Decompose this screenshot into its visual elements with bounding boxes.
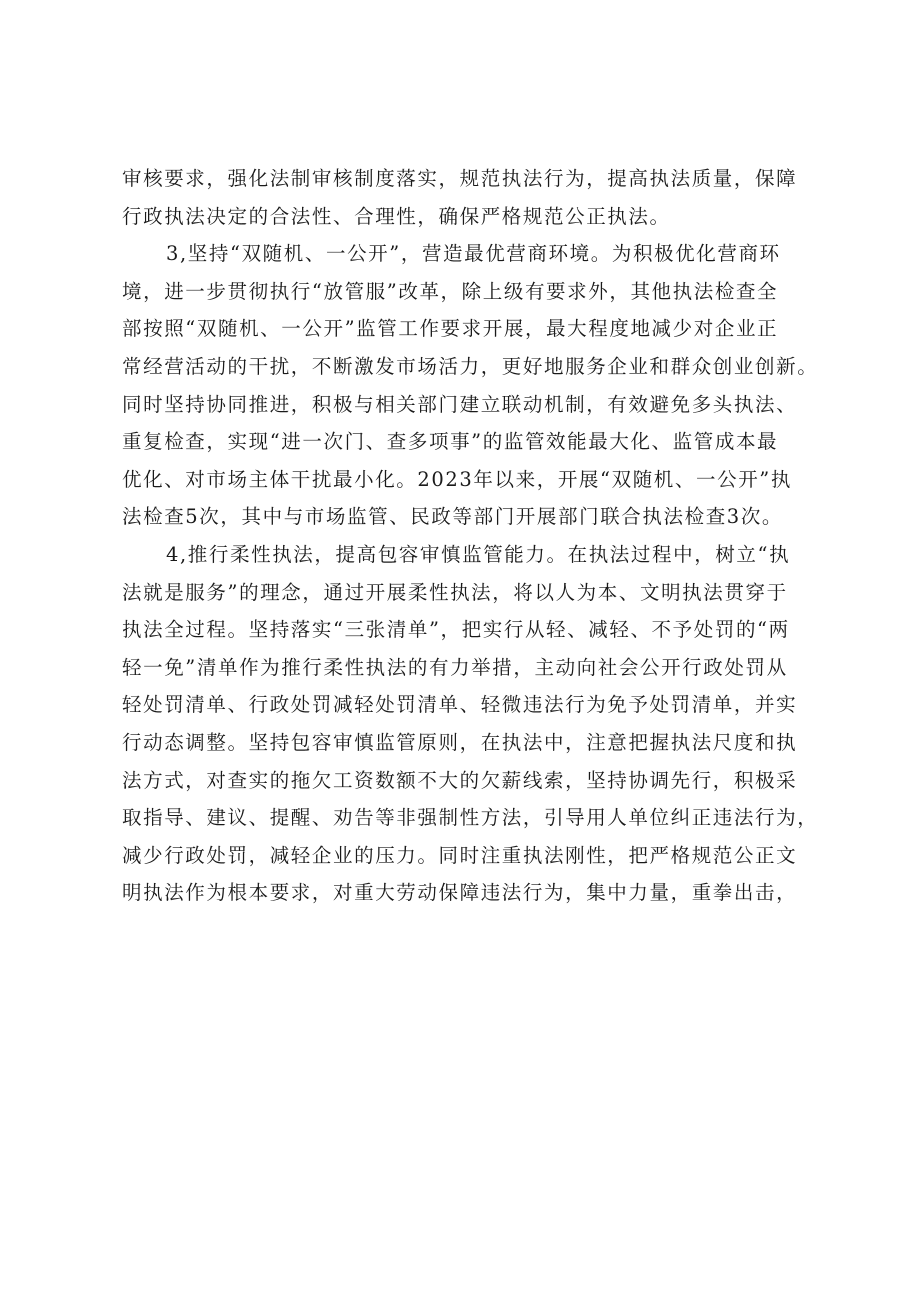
- text-line: 法就是服务”的理念，通过开展柔性执法，将以人为本、文明执法贯穿于: [122, 580, 788, 604]
- text-line: 取指导、建议、提醒、劝告等非强制性方法，引导用人单位纠正违法行为，: [122, 806, 819, 830]
- text-line: 法方式，对查实的拖欠工资数额不大的欠薪线索，坚持协调先行，积极采: [122, 768, 798, 792]
- text-line: 常经营活动的干扰，不断激发市场活力，更好地服务企业和群众创业创新。: [122, 354, 819, 378]
- paragraph-first-line: 4,推行柔性执法，提高包容审慎监管能力。在执法过程中，树立“执: [166, 542, 791, 566]
- text-line: 重复检查，实现“进一次门、查多项事”的监管效能最大化、监管成本最: [122, 430, 779, 454]
- text-line: 轻处罚清单、行政处罚减轻处罚清单、轻微违法行为免予处罚清单，并实: [122, 693, 798, 717]
- document-body: [122, 160, 832, 912]
- text-line: 行政执法决定的合法性、合理性，确保严格规范公正执法。: [122, 204, 671, 228]
- text-line: 法检查5次，其中与市场监管、民政等部门开展部门联合执法检查3次。: [122, 505, 784, 529]
- text-line: 减少行政处罚，减轻企业的压力。同时注重执法刚性，把严格规范公正文: [122, 843, 798, 867]
- text-line: 明执法作为根本要求，对重大劳动保障违法行为，集中力量，重拳出击，: [122, 881, 798, 905]
- text-line: 行动态调整。坚持包容审慎监管原则，在执法中，注意把握执法尺度和执: [122, 730, 798, 754]
- text-line: 境，进一步贯彻执行“放管服”改革，除上级有要求外，其他执法检查全: [122, 279, 779, 303]
- text-line: 执法全过程。坚持落实“三张清单”，把实行从轻、减轻、不予处罚的“两: [122, 618, 790, 642]
- paragraph-first-line: 3,坚持“双随机、一公开”，营造最优营商环境。为积极优化营商环: [166, 242, 781, 266]
- text-line: 审核要求，强化法制审核制度落实，规范执法行为，提高执法质量，保障: [122, 167, 798, 190]
- text-line: 轻一免”清单作为推行柔性执法的有力举措，主动向社会公开行政处罚从: [122, 655, 788, 679]
- text-line: 优化、对市场主体干扰最小化。2023年以来，开展“双随机、一公开”执: [122, 467, 792, 491]
- text-line: 同时坚持协同推进，积极与相关部门建立联动机制，有效避免多头执法、: [122, 392, 798, 416]
- text-line: 部按照“双随机、一公开”监管工作要求开展，最大程度地减少对企业正: [122, 317, 779, 341]
